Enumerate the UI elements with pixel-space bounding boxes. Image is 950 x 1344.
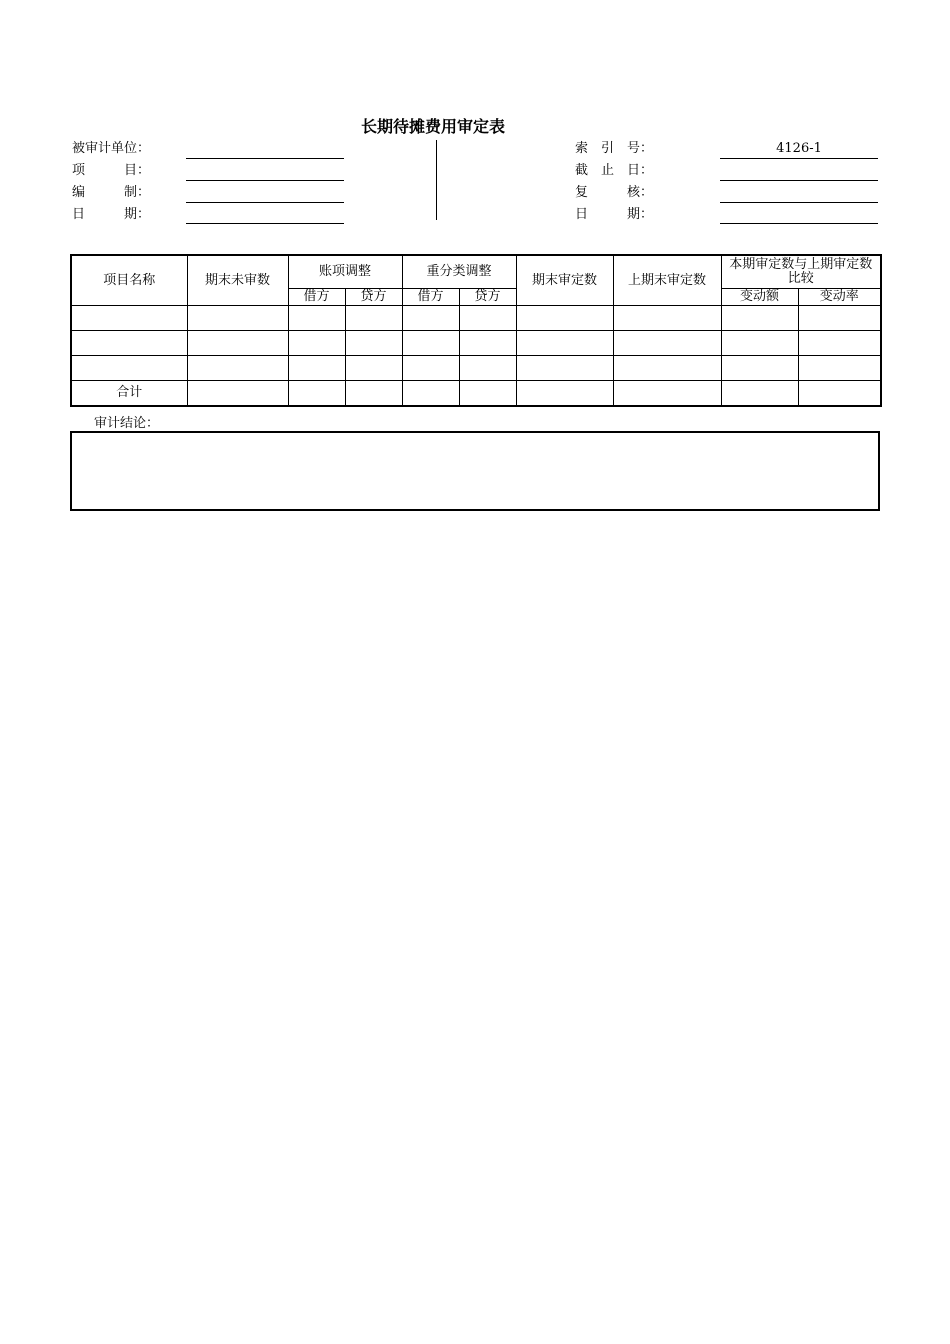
- total-label: 合计: [71, 381, 187, 407]
- col-header-change-amount: 变动额: [721, 289, 798, 306]
- table-row: [71, 331, 881, 356]
- table-cell[interactable]: [516, 306, 613, 331]
- table-cell[interactable]: [187, 381, 288, 407]
- col-header-reclassification: 重分类调整: [402, 255, 516, 289]
- table-cell[interactable]: [459, 356, 516, 381]
- table-cell[interactable]: [721, 306, 798, 331]
- review-date-label: 日 期：: [575, 207, 654, 222]
- total-row: [71, 381, 881, 407]
- table-cell[interactable]: [721, 356, 798, 381]
- reviewer-label: 复 核：: [575, 185, 654, 200]
- table-cell[interactable]: [516, 356, 613, 381]
- table-cell[interactable]: [459, 381, 516, 407]
- index-no-value: 4126-1: [776, 141, 822, 156]
- col-header-audited: 期末审定数: [516, 255, 613, 306]
- auditee-field[interactable]: [186, 158, 344, 159]
- table-cell[interactable]: [613, 331, 721, 356]
- prepare-date-field[interactable]: [186, 223, 344, 224]
- table-cell[interactable]: [402, 356, 459, 381]
- col-header-adj-credit: 贷方: [345, 289, 402, 306]
- table-cell[interactable]: [288, 331, 345, 356]
- table-row: [71, 306, 881, 331]
- col-header-adj-debit: 借方: [288, 289, 345, 306]
- table-cell[interactable]: [402, 306, 459, 331]
- col-header-adjustment: 账项调整: [288, 255, 402, 289]
- table-cell[interactable]: [798, 331, 881, 356]
- col-header-prev-audited: 上期末审定数: [613, 255, 721, 306]
- cutoff-date-label: 截 止 日：: [575, 163, 654, 178]
- table-cell[interactable]: [187, 331, 288, 356]
- review-date-field[interactable]: [720, 223, 878, 224]
- conclusion-label: 审计结论：: [94, 416, 160, 431]
- col-header-unaudited: 期末未审数: [187, 255, 288, 306]
- conclusion-box[interactable]: [70, 431, 880, 511]
- table-cell[interactable]: [613, 356, 721, 381]
- table-cell[interactable]: [516, 381, 613, 407]
- table-cell[interactable]: [459, 331, 516, 356]
- table-cell[interactable]: [798, 306, 881, 331]
- preparer-field[interactable]: [186, 202, 344, 203]
- index-no-field[interactable]: [720, 158, 878, 159]
- table-cell[interactable]: [187, 356, 288, 381]
- table-cell[interactable]: [345, 356, 402, 381]
- table-cell[interactable]: [288, 381, 345, 407]
- reviewer-field[interactable]: [720, 202, 878, 203]
- col-header-reclass-debit: 借方: [402, 289, 459, 306]
- table-cell[interactable]: [71, 306, 187, 331]
- table-cell[interactable]: [187, 306, 288, 331]
- project-field[interactable]: [186, 180, 344, 181]
- table-cell[interactable]: [71, 331, 187, 356]
- table-cell[interactable]: [402, 381, 459, 407]
- table-cell[interactable]: [345, 381, 402, 407]
- preparer-label: 编 制：: [72, 185, 151, 200]
- header-divider: [436, 140, 437, 220]
- col-header-reclass-credit: 贷方: [459, 289, 516, 306]
- table-cell[interactable]: [798, 381, 881, 407]
- page-title: 长期待摊费用审定表: [360, 117, 505, 136]
- table-cell[interactable]: [288, 306, 345, 331]
- col-header-item: 项目名称: [71, 255, 187, 306]
- col-header-change-rate: 变动率: [798, 289, 881, 306]
- table-cell[interactable]: [613, 381, 721, 407]
- cutoff-date-field[interactable]: [720, 180, 878, 181]
- table-cell[interactable]: [721, 381, 798, 407]
- auditee-label: 被审计单位：: [72, 141, 151, 156]
- table-cell[interactable]: [721, 331, 798, 356]
- table-cell[interactable]: [288, 356, 345, 381]
- table-cell[interactable]: [345, 306, 402, 331]
- table-cell[interactable]: [345, 331, 402, 356]
- prepare-date-label: 日 期：: [72, 207, 151, 222]
- col-header-comparison: 本期审定数与上期审定数比较: [721, 255, 881, 289]
- table-row: [71, 356, 881, 381]
- table-cell[interactable]: [402, 331, 459, 356]
- project-label: 项 目：: [72, 163, 151, 178]
- table-cell[interactable]: [613, 306, 721, 331]
- table-cell[interactable]: [798, 356, 881, 381]
- index-no-label: 索 引 号：: [575, 141, 654, 156]
- audit-table: [70, 254, 882, 407]
- table-cell[interactable]: [459, 306, 516, 331]
- table-cell[interactable]: [71, 356, 187, 381]
- table-cell[interactable]: [516, 331, 613, 356]
